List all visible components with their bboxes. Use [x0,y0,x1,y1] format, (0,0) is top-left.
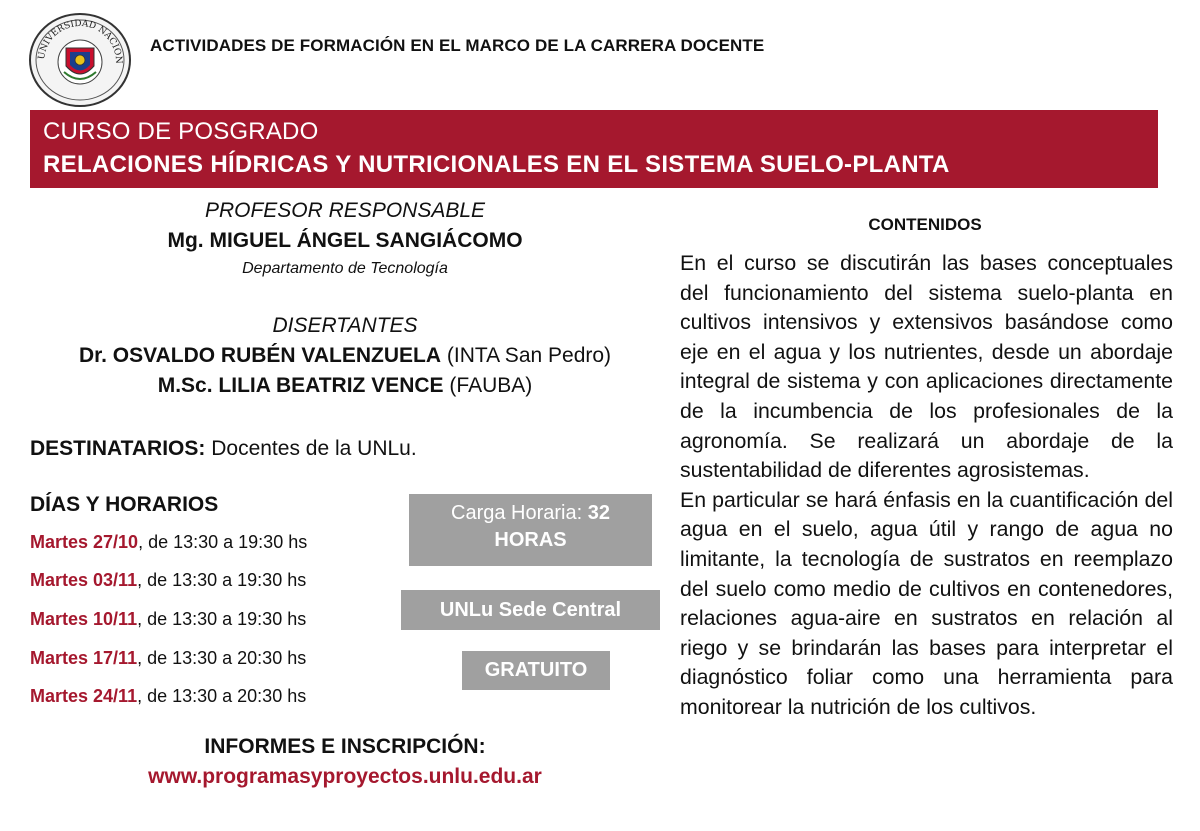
profesor-label: PROFESOR RESPONSABLE [204,199,486,222]
contenidos-title: CONTENIDOS [868,215,982,234]
disertante-2 [30,374,660,398]
disertante-1 [30,344,660,368]
disertante-1-name: Dr. OSVALDO RUBÉN VALENZUELA [78,344,442,367]
schedule-item [30,532,307,553]
destinatarios [30,437,417,461]
disertantes-label: DISERTANTES [272,314,418,337]
schedule-time: , de 13:30 a 19:30 hs [137,570,307,590]
schedule-date: Martes 10/11 [30,609,138,629]
schedule-item [30,686,306,707]
carga-value: 32 [587,502,610,524]
schedule-item [30,648,306,669]
header-title: ACTIVIDADES DE FORMACIÓN EN EL MARCO DE LA CARRERA DOCENTE [150,36,765,55]
carga-label: Carga Horaria: [451,502,588,524]
schedule-date: Martes 24/11 [30,686,138,706]
course-banner [30,110,1158,188]
sede-box: UNLu Sede Central [401,590,660,630]
informes-url-link[interactable]: www.programasyproyectos.unlu.edu.ar [148,765,542,788]
seal-text: UNIVERSIDAD NACION [36,18,124,65]
contenidos-paragraph-2: En particular se hará énfasis en la cuantificación del agua en el suelo, agua útil y rango de agua no limitante, la tecnología de sustratos en reemplazo del suelo como medio de cultivos en contenedores, relaciones agua-aire en sustratos en relación al riego y se brindarán las bases para interpretar el diagnóstico foliar como una herramienta para monitorear la nutrición de los cultivos. [680,487,1173,719]
schedule-date: Martes 03/11 [30,570,138,590]
profesor-name: Mg. MIGUEL ÁNGEL SANGIÁCOMO [167,229,523,252]
destinatarios-value: Docentes de la UNLu. [205,437,417,460]
university-seal-logo [28,12,132,108]
schedule-time: , de 13:30 a 20:30 hs [137,686,307,706]
schedule-date: Martes 27/10 [30,532,139,552]
contenidos-body [680,249,1173,723]
gratuito-box: GRATUITO [462,651,610,690]
schedule-item [30,570,306,591]
schedule-item [30,609,306,630]
banner-course-type: CURSO DE POSGRADO [43,118,319,145]
disertante-2-name: M.Sc. LILIA BEATRIZ VENCE [157,374,444,397]
disertante-2-affil: (FAUBA) [443,374,533,397]
schedule-time: , de 13:30 a 20:30 hs [137,648,307,668]
schedule-time: , de 13:30 a 19:30 hs [137,609,307,629]
carga-unit: HORAS [494,529,567,551]
contenidos-paragraph-1: En el curso se discutirán las bases conceptuales del funcionamiento del sistema suelo-planta en cultivos intensivos y extensivos basándose como eje en el agua y los nutrientes, desde un abordaje integral de sistema y con aplicaciones directamente de la incumbencia de los profesionales de la agronomía. Se realizará un abordaje de la sustentabilidad de diferentes agrosistemas. [680,251,1173,483]
destinatarios-label: DESTINATARIOS: [30,437,206,460]
schedule-time: , de 13:30 a 19:30 hs [138,532,308,552]
profesor-dept: Departamento de Tecnología [242,260,448,277]
schedule-date: Martes 17/11 [30,648,138,668]
banner-course-title: RELACIONES HÍDRICAS Y NUTRICIONALES EN EL SISTEMA SUELO-PLANTA [43,151,950,178]
carga-horaria-box [409,494,652,566]
disertante-1-affil: (INTA San Pedro) [441,344,612,367]
dias-horarios-title: DÍAS Y HORARIOS [30,493,219,516]
informes-title: INFORMES E INSCRIPCIÓN: [204,735,486,758]
